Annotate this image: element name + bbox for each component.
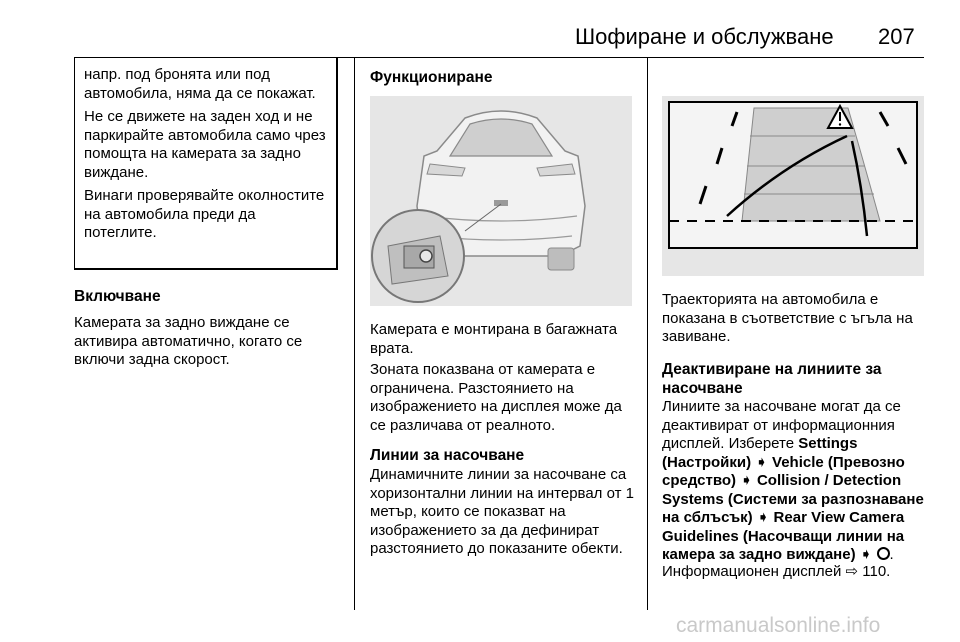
- toggle-icon: [877, 547, 890, 560]
- deactivate-intro: Линиите за насочване могат да се деактивират от информационния дисплей. Изберете: [662, 398, 901, 452]
- section-title-activation: Включване: [74, 288, 161, 305]
- page-number: 207: [878, 24, 915, 49]
- car-rear-illustration: [370, 96, 632, 306]
- footer-watermark: carmanualsonline.info: [676, 614, 881, 637]
- activation-text: Камерата за задно виждане се активира автоматично, когато се включи задна скорост.: [74, 314, 303, 368]
- section-title-deactivate: Деактивиране на линиите за насочване: [662, 361, 882, 397]
- warning-paragraph: напр. под бронята или под автомобила, няма да се покажат.: [84, 66, 316, 102]
- reference-text: Информационен дисплей ⇨ 110.: [662, 563, 891, 580]
- figure-caption-camera: Камерата е монтирана в багажната врата.: [370, 321, 618, 357]
- warning-box: [74, 57, 338, 270]
- warning-paragraph: Не се движете на заден ход и не паркирайте автомобила само чрез помощта на камерата за задно виждане.: [84, 108, 326, 181]
- deactivate-text: Линиите за насочване могат да се деактивират от информационния дисплей. Изберете Settings (Настройки) ➧ Vehicle (Превозно средство) ➧ Collision / Detection Systems (Системи за разпознаване на сблъсък) ➧ Rear View Camera Guidelines (Насочващи линии на камера за задно виждане) ➧ .: [662, 398, 924, 563]
- display-guidelines-illustration: [662, 96, 924, 276]
- section-title-function: Функциониране: [370, 69, 493, 86]
- guidelines-figure: [662, 96, 924, 276]
- camera-location-figure: [370, 96, 632, 306]
- guidelines-text: Динамичните линии за насочване са хоризонтални линии на интервал от 1 метър, които се показват на изображението за да дефинират разстоянието до показаните обекти.: [370, 466, 634, 557]
- header-title: Шофиране и обслужване: [575, 24, 834, 49]
- warning-paragraph: Винаги проверявайте околностите на автомобила преди да потеглите.: [84, 187, 325, 241]
- column-divider-1: [354, 57, 355, 610]
- section-title-guidelines: Линии за насочване: [370, 447, 525, 464]
- column-divider-2: [647, 57, 648, 610]
- range-text: Зоната показвана от камерата е ограничена. Разстоянието на изображението на дисплея може да се различава от реалното.: [370, 361, 622, 434]
- settings-menu-path: Settings (Настройки) ➧ Vehicle (Превозно средство) ➧ Collision / Detection Systems (Системи за разпознаване на сблъсък) ➧ Rear View Camera Guidelines (Насочващи линии на камера за задно виждане) ➧: [662, 435, 924, 563]
- figure-caption-trajectory: Траекторията на автомобила е показана в съответствие с ъгъла на завиване.: [662, 291, 913, 345]
